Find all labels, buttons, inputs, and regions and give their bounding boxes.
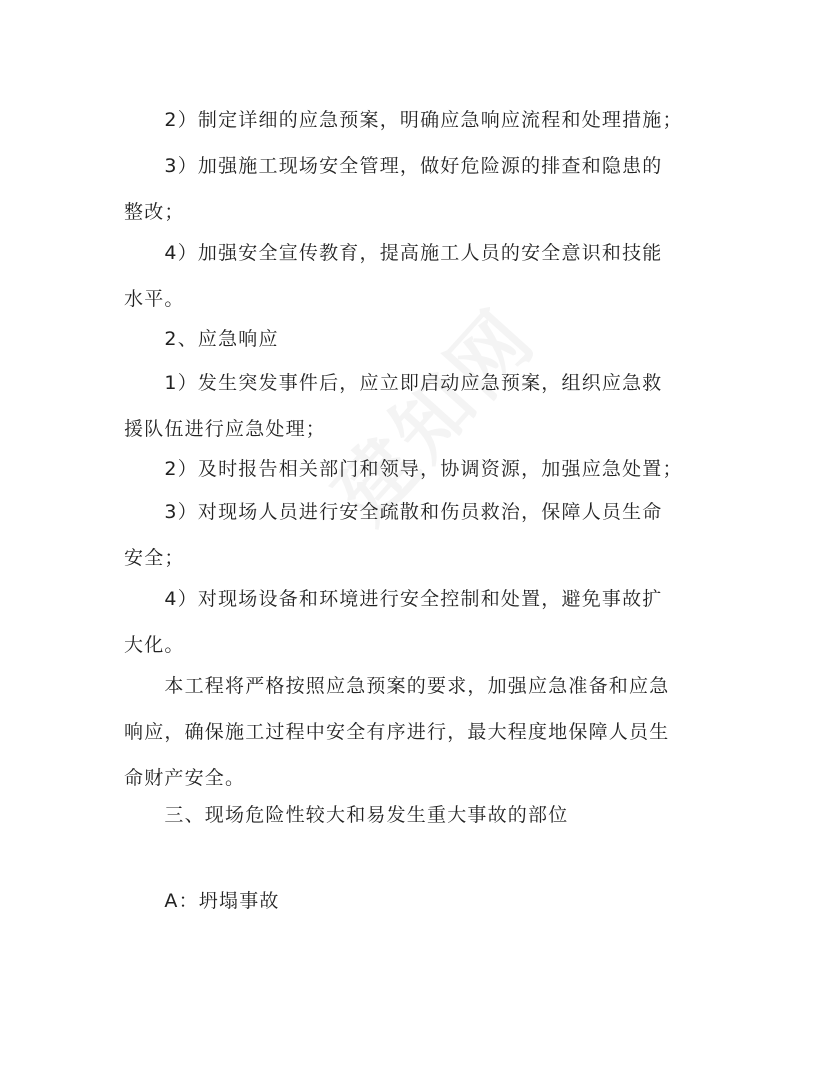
section-heading-hazard-locations	[124, 792, 714, 838]
paragraph-response-4	[124, 576, 714, 668]
text-line: 大化。	[124, 634, 185, 656]
text-line: A：坍塌事故	[124, 890, 280, 912]
text-line: 整改；	[124, 201, 185, 223]
paragraph-response-2	[124, 446, 714, 492]
paragraph-measure-4	[124, 230, 714, 322]
paragraph-summary	[124, 663, 714, 801]
text-line: 安全；	[124, 547, 185, 569]
text-line: 响应，确保施工过程中安全有序进行，最大程度地保障人员生	[124, 721, 670, 743]
text-line: 三、现场危险性较大和易发生重大事故的部位	[124, 804, 569, 826]
text-line: 2）制定详细的应急预案，明确应急响应流程和处理措施；	[124, 109, 683, 131]
text-line: 1）发生突发事件后，应立即启动应急预案，组织应急救	[124, 372, 663, 394]
text-line: 4）对现场设备和环境进行安全控制和处置，避免事故扩	[124, 588, 663, 610]
text-line: 3）加强施工现场安全管理，做好危险源的排查和隐患的	[124, 155, 663, 177]
text-line: 3）对现场人员进行安全疏散和伤员救治，保障人员生命	[124, 501, 663, 523]
paragraph-response-1	[124, 360, 714, 452]
text-line: 水平。	[124, 288, 185, 310]
text-line: 命财产安全。	[124, 767, 246, 789]
subheading-collapse-accident	[124, 878, 714, 924]
paragraph-response-3	[124, 489, 714, 581]
text-line: 援队伍进行应急处理；	[124, 418, 327, 440]
text-line: 本工程将严格按照应急预案的要求，加强应急准备和应急	[124, 675, 670, 697]
text-line: 2、应急响应	[124, 328, 279, 350]
section-heading-emergency-response	[124, 316, 714, 362]
paragraph-measure-3	[124, 143, 714, 235]
text-line: 4）加强安全宣传教育，提高施工人员的安全意识和技能	[124, 242, 663, 264]
paragraph-measure-2	[124, 97, 714, 143]
text-line: 2）及时报告相关部门和领导，协调资源，加强应急处置；	[124, 458, 683, 480]
